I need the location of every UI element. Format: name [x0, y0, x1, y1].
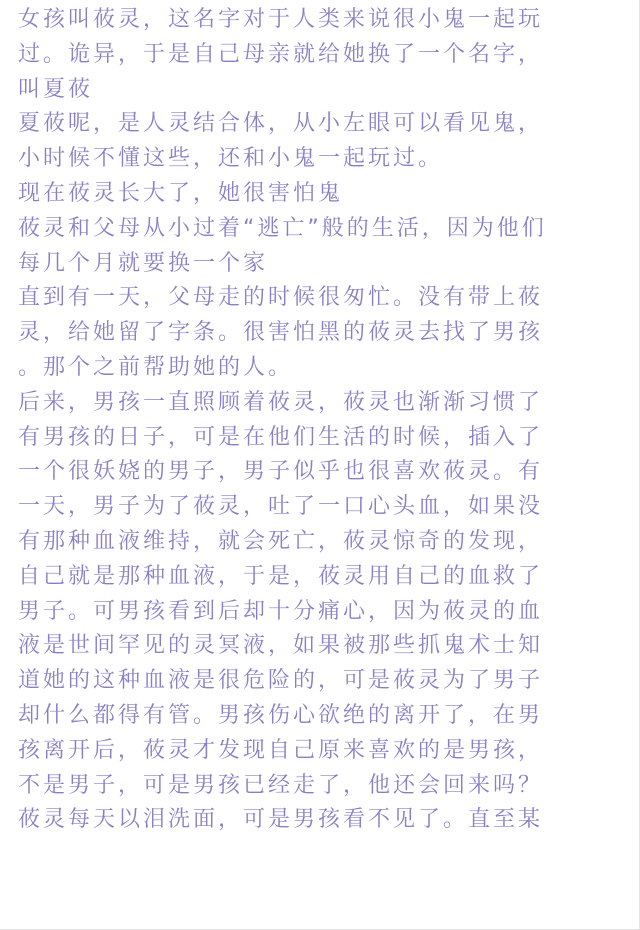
text-line: 小时候不懂这些，还和小鬼一起玩过。: [18, 146, 444, 172]
text-line: 道她的这种血液是很危险的，可是莜灵为了男子: [18, 668, 544, 694]
text-line: 一天，男子为了莜灵，吐了一口心头血，如果没: [18, 494, 544, 520]
text-line: 一个很妖娆的男子，男子似乎也很喜欢莜灵。有: [18, 459, 544, 485]
text-line: 液是世间罕见的灵冥液，如果被那些抓鬼术士知: [18, 633, 544, 659]
story-text: [18, 3, 636, 838]
text-line: 莜灵每天以泪洗面，可是男孩看不见了。直至某: [18, 807, 544, 833]
text-line: 却什么都得有管。男孩伤心欲绝的离开了，在男: [18, 702, 544, 728]
text-line: 女孩叫莜灵，这名字对于人类来说很小鬼一起玩: [18, 7, 544, 32]
text-line: 每几个月就要换一个家: [18, 250, 269, 276]
text-line: 有那种血液维持，就会死亡，莜灵惊奇的发现，: [18, 528, 544, 554]
text-line: 有男孩的日子，可是在他们生活的时候，插入了: [18, 424, 544, 450]
text-line: 现在莜灵长大了，她很害怕鬼: [18, 180, 344, 206]
text-line: 灵，给她留了字条。很害怕黑的莜灵去找了男孩: [18, 320, 544, 346]
text-line: 孩离开后，莜灵才发现自己原来喜欢的是男孩，: [18, 737, 544, 763]
text-line: 男子。可男孩看到后却十分痛心，因为莜灵的血: [18, 598, 544, 624]
text-line: 不是男子，可是男孩已经走了，他还会回来吗？: [18, 772, 544, 798]
text-line: 直到有一天，父母走的时候很匆忙。没有带上莜: [18, 285, 544, 311]
text-line: 叫夏莜: [18, 76, 94, 102]
text-line: 。那个之前帮助她的人。: [18, 354, 294, 380]
text-line: 夏莜呢，是人灵结合体，从小左眼可以看见鬼，: [18, 111, 544, 137]
text-line: 自己就是那种血液，于是，莜灵用自己的血救了: [18, 563, 544, 589]
text-line: 莜灵和父母从小过着“逃亡”般的生活，因为他们: [18, 215, 547, 241]
text-line: 后来，男孩一直照顾着莜灵，莜灵也渐渐习惯了: [18, 389, 544, 415]
text-line: 过。诡异，于是自己母亲就给她换了一个名字，: [18, 41, 544, 67]
